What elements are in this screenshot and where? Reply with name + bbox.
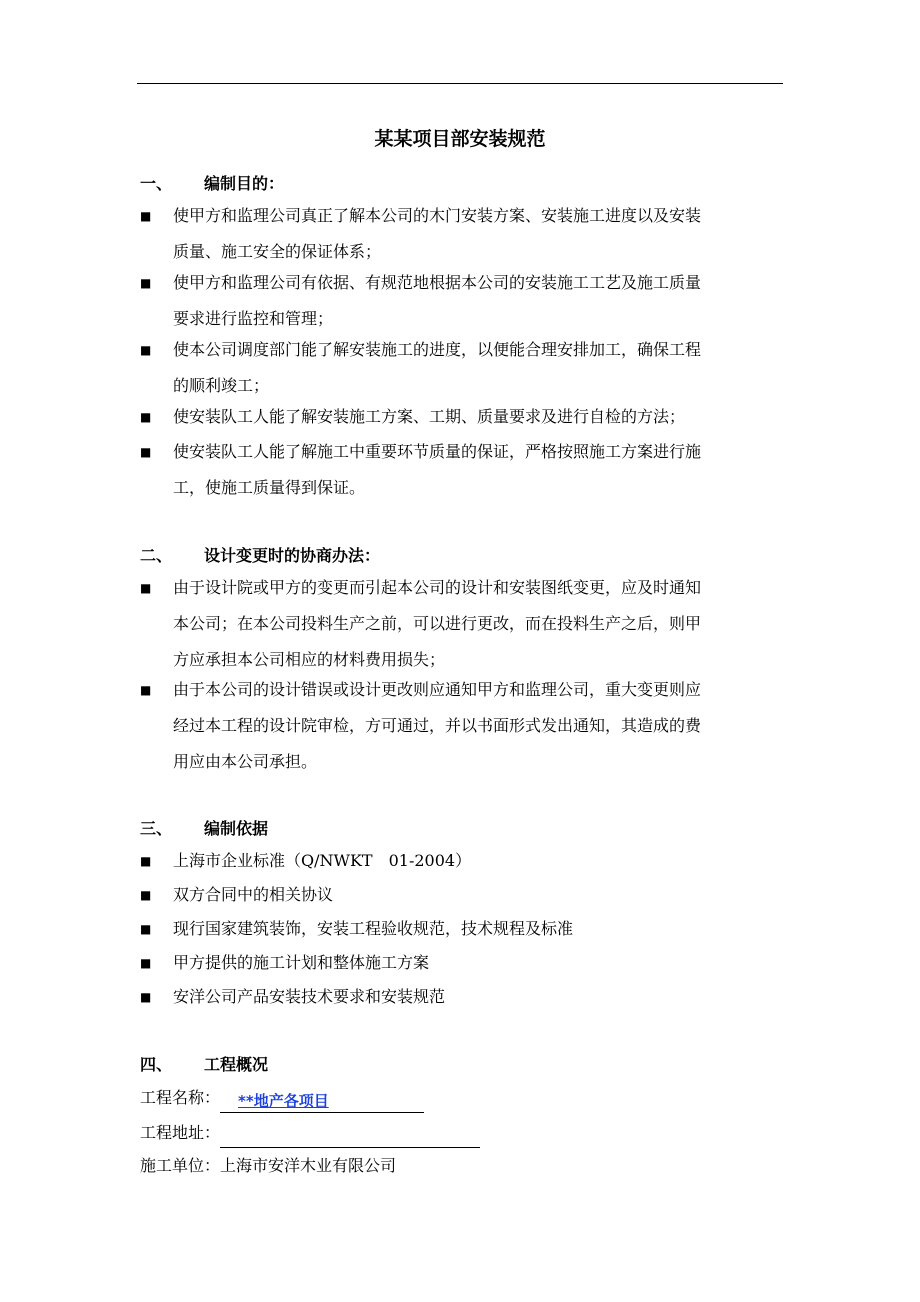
list-item: ■ 上海市企业标准（Q/NWKT 01-2004） — [140, 843, 790, 879]
list-item: ■ 使安装队工人能了解施工中重要环节质量的保证，严格按照施工方案进行施 工，使施工质量得到保证。 — [140, 434, 790, 506]
section-1-heading — [140, 171, 284, 193]
section-number: 三、 — [140, 819, 173, 838]
field-label: 施工单位： — [140, 1156, 221, 1175]
bullet-square-icon: ■ — [140, 922, 152, 936]
list-item: ■ 使甲方和监理公司真正了解本公司的木门安装方案、安装施工进度以及安装 质量、施工安全的保证体系； — [140, 198, 790, 270]
section-number: 一、 — [140, 174, 173, 193]
list-item: ■ 使甲方和监理公司有依据、有规范地根据本公司的安装施工工艺及施工质量 要求进行监控和管理； — [140, 265, 790, 337]
section-number: 二、 — [140, 546, 173, 565]
list-item: ■ 双方合同中的相关协议 — [140, 877, 790, 913]
document-title: 某某项目部安装规范 — [374, 128, 546, 150]
field-label: 工程名称： — [140, 1088, 221, 1107]
section-title: 编制目的： — [204, 174, 285, 193]
list-item: ■ 安洋公司产品安装技术要求和安装规范 — [140, 979, 790, 1015]
project-name-field — [140, 1083, 424, 1113]
list-item: ■ 使安装队工人能了解安装施工方案、工期、质量要求及进行自检的方法； — [140, 399, 790, 435]
bullet-square-icon: ■ — [140, 276, 152, 290]
project-name-link[interactable]: **地产各项目 — [238, 1092, 329, 1110]
bullet-square-icon: ■ — [140, 888, 152, 902]
section-number: 四、 — [140, 1055, 173, 1074]
bullet-square-icon: ■ — [140, 410, 152, 424]
contractor-field — [140, 1151, 396, 1181]
section-title: 工程概况 — [204, 1055, 269, 1074]
section-title: 设计变更时的协商办法： — [204, 546, 381, 565]
bullet-square-icon: ■ — [140, 445, 152, 459]
list-item: ■ 由于设计院或甲方的变更而引起本公司的设计和安装图纸变更，应及时通知 本公司；在本公司投料生产之前，可以进行更改，而在投料生产之后，则甲 方应承担本公司相应的材料费用损失； — [140, 570, 790, 678]
header-rule — [137, 83, 783, 84]
section-3-heading — [140, 816, 268, 838]
section-title: 编制依据 — [204, 819, 269, 838]
section-2-heading — [140, 543, 380, 565]
list-item: ■ 现行国家建筑装饰，安装工程验收规范，技术规程及标准 — [140, 911, 790, 947]
bullet-square-icon: ■ — [140, 581, 152, 595]
bullet-square-icon: ■ — [140, 209, 152, 223]
list-item: ■ 使本公司调度部门能了解安装施工的进度，以便能合理安排加工，确保工程 的顺利竣工； — [140, 332, 790, 404]
project-name-value — [220, 1090, 424, 1113]
contractor-value: 上海市安洋木业有限公司 — [220, 1156, 397, 1175]
list-item: ■ 由于本公司的设计错误或设计更改则应通知甲方和监理公司，重大变更则应 经过本工程的设计院审检，方可通过，并以书面形式发出通知，其造成的费 用应由本公司承担。 — [140, 672, 790, 780]
project-address-field — [140, 1118, 480, 1148]
project-address-value — [220, 1125, 480, 1148]
section-4-heading — [140, 1052, 268, 1074]
field-label: 工程地址： — [140, 1123, 221, 1142]
bullet-square-icon: ■ — [140, 854, 152, 868]
bullet-square-icon: ■ — [140, 343, 152, 357]
bullet-square-icon: ■ — [140, 683, 152, 697]
list-item: ■ 甲方提供的施工计划和整体施工方案 — [140, 945, 790, 981]
bullet-square-icon: ■ — [140, 956, 152, 970]
bullet-square-icon: ■ — [140, 990, 152, 1004]
